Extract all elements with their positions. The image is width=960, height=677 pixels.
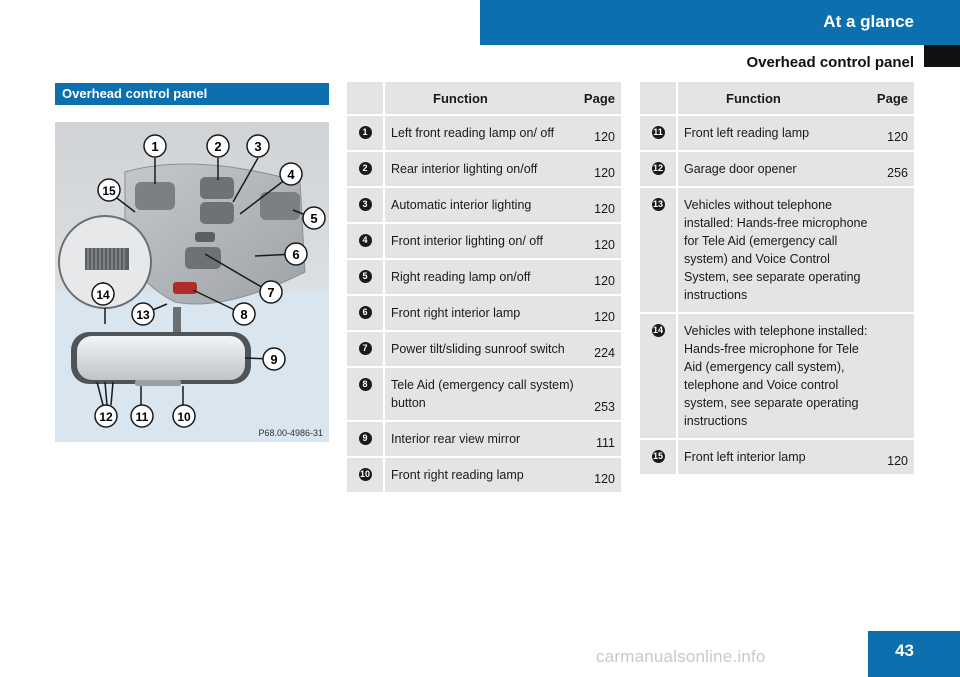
row-function: Front left reading lamp [678,116,876,152]
row-number: 1 [359,126,372,139]
table-row [640,440,914,476]
row-function: Front right reading lamp [385,458,583,494]
row-function: Front left interior lamp [678,440,876,476]
section-header: Overhead control panel [746,54,914,71]
row-number: 12 [652,163,663,173]
row-page: 120 [583,152,621,188]
row-function: Tele Aid (emergency call system) button [385,368,583,422]
row-number: 13 [652,199,663,209]
row-page: 120 [583,116,621,152]
overhead-panel-illustration [55,122,329,442]
table-row [347,332,621,368]
row-number: 5 [359,270,372,283]
callout-4: 4 [287,167,295,182]
row-function: Power tilt/sliding sunroof switch [385,332,583,368]
row-function: Vehicles with telephone installed: Hands-free microphone for Tele Aid (emergency call system), telephone and Voice control system, see separate operating instructions [678,314,876,440]
chapter-header [480,0,960,45]
row-function: Vehicles without telephone installed: Hands-free microphone for Tele Aid (emergency call system) and Voice Control System, see separate operating instructions [678,188,876,314]
chapter-title: At a glance [823,12,914,31]
row-function: Automatic interior lighting [385,188,583,224]
callout-12: 12 [99,410,113,424]
row-page: 253 [583,368,621,422]
row-page: 120 [876,440,914,476]
row-page: 120 [583,260,621,296]
col-page: Page [876,82,914,116]
section-title: Overhead control panel [55,83,329,105]
table-row [347,116,621,152]
row-number: 7 [359,342,372,355]
row-number: 6 [359,306,372,319]
row-page: 120 [876,116,914,152]
table-row [347,224,621,260]
callout-8: 8 [240,307,248,322]
figure-code: P68.00-4986-31 [258,428,323,438]
callout-10: 10 [177,410,191,424]
row-number: 4 [359,234,372,247]
row-function: Front interior lighting on/ off [385,224,583,260]
row-function: Right reading lamp on/off [385,260,583,296]
row-number: 3 [359,198,372,211]
callout-2: 2 [214,139,222,154]
table-row [347,188,621,224]
table-row [640,188,914,314]
table-row [640,116,914,152]
row-page: 120 [583,458,621,494]
row-page: 256 [876,152,914,188]
row-page: 120 [583,224,621,260]
table-row [347,422,621,458]
function-table-left [347,82,621,494]
row-function: Interior rear view mirror [385,422,583,458]
table-row [347,152,621,188]
callout-13: 13 [136,308,150,322]
row-number: 14 [652,325,663,335]
overhead-panel-figure [55,122,329,442]
row-page: 120 [583,296,621,332]
page-number: 43 [895,641,914,660]
table-row [347,296,621,332]
col-page: Page [583,82,621,116]
row-number: 15 [652,451,663,461]
row-number: 9 [359,432,372,445]
row-function: Left front reading lamp on/ off [385,116,583,152]
watermark: carmanualsonline.info [596,647,766,666]
table-row [640,314,914,440]
row-function: Front right interior lamp [385,296,583,332]
row-page: 224 [583,332,621,368]
callout-7: 7 [267,285,275,300]
table-row [347,458,621,494]
row-page [876,188,914,314]
callout-1: 1 [151,139,159,154]
callout-15: 15 [102,184,116,198]
callout-9: 9 [270,352,278,367]
callout-3: 3 [254,139,262,154]
page-number-box [868,631,960,677]
col-function: Function [678,82,876,116]
callout-6: 6 [292,247,300,262]
row-function: Garage door opener [678,152,876,188]
row-function: Rear interior lighting on/off [385,152,583,188]
row-page: 111 [583,422,621,458]
callout-14: 14 [96,288,110,302]
row-number: 10 [359,469,370,479]
row-number: 2 [359,162,372,175]
thumb-tab [924,45,960,67]
row-number: 11 [653,127,663,137]
callout-11: 11 [135,410,149,424]
function-table-right [640,82,914,476]
col-function: Function [385,82,583,116]
table-row [347,260,621,296]
table-row [640,152,914,188]
callout-5: 5 [310,211,318,226]
row-number: 8 [359,378,372,391]
row-page: 120 [583,188,621,224]
table-row [347,368,621,422]
row-page [876,314,914,440]
